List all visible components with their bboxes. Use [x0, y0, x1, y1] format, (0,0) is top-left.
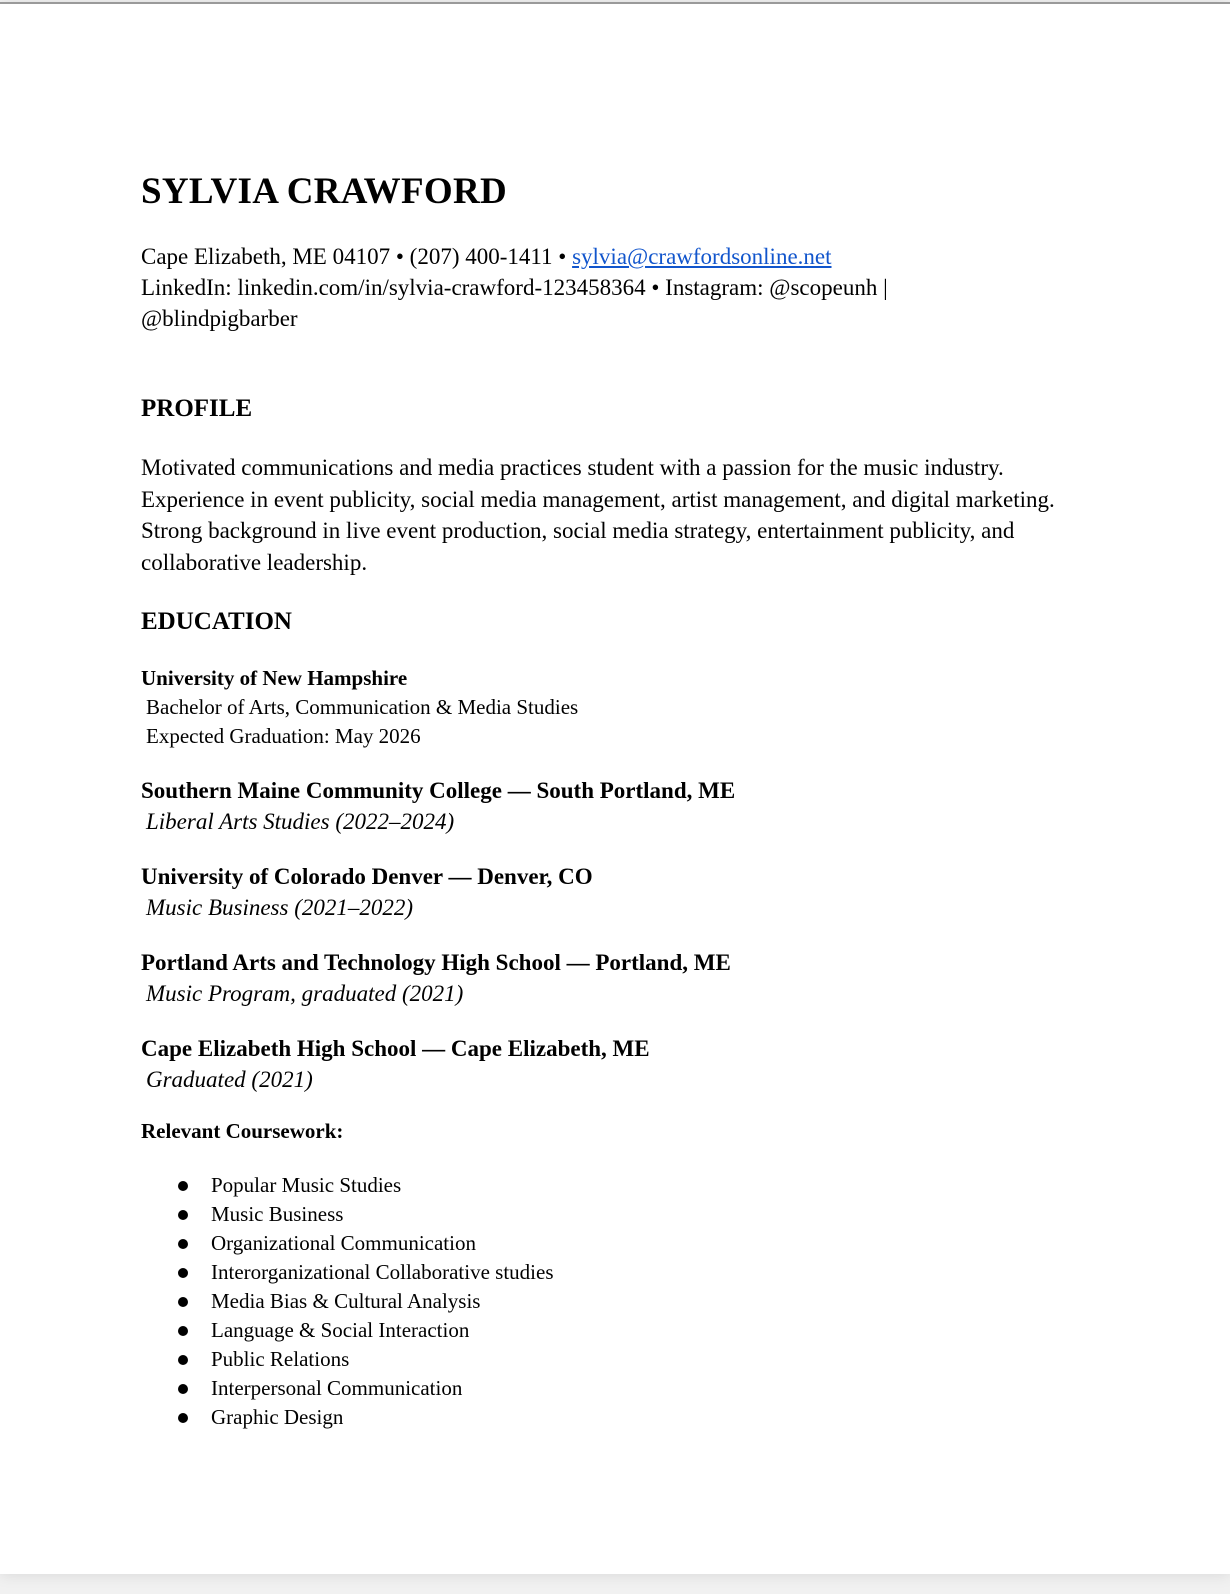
bullet-icon — [178, 1413, 188, 1423]
primary-graduation: Expected Graduation: May 2026 — [146, 724, 421, 748]
list-item — [141, 1403, 1081, 1432]
coursework-item: Music Business — [211, 1202, 344, 1226]
list-item — [141, 1374, 1081, 1403]
bullet-icon — [178, 1239, 188, 1249]
coursework-item: Language & Social Interaction — [211, 1318, 470, 1342]
resume-name: SYLVIA CRAWFORD — [141, 171, 508, 212]
primary-school-name: University of New Hampshire — [141, 666, 408, 690]
primary-degree: Bachelor of Arts, Communication & Media Studies — [146, 695, 579, 719]
list-item — [141, 1258, 1081, 1287]
coursework-item: Media Bias & Cultural Analysis — [211, 1289, 481, 1313]
education-entry-detail: Music Business (2021–2022) — [146, 895, 414, 920]
bullet-icon — [178, 1384, 188, 1394]
profile-heading: PROFILE — [141, 395, 253, 422]
bullet-icon — [178, 1355, 188, 1365]
coursework-item: Graphic Design — [211, 1405, 344, 1429]
coursework-label: Relevant Coursework: — [141, 1119, 344, 1143]
list-item — [141, 1287, 1081, 1316]
top-border — [0, 2, 1230, 4]
education-entry-title: Cape Elizabeth High School — Cape Elizabeth, ME — [141, 1036, 650, 1061]
education-entry — [141, 775, 1081, 837]
coursework-item: Organizational Communication — [211, 1231, 476, 1255]
education-entry-title: Southern Maine Community College — South Portland, ME — [141, 778, 736, 803]
coursework-item: Interorganizational Collaborative studies — [211, 1260, 554, 1284]
list-item — [141, 1229, 1081, 1258]
resume-content — [141, 170, 1081, 1432]
list-item — [141, 1316, 1081, 1345]
bullet-icon — [178, 1297, 188, 1307]
bullet-icon — [178, 1210, 188, 1220]
contact-location-phone: Cape Elizabeth, ME 04107 • (207) 400-1411 • — [141, 244, 573, 269]
list-item — [141, 1345, 1081, 1374]
list-item — [141, 1200, 1081, 1229]
list-item — [141, 1171, 1081, 1200]
email-link[interactable]: sylvia@crawfordsonline.net — [572, 244, 832, 269]
contact-block — [141, 241, 1081, 334]
education-entry-title: University of Colorado Denver — Denver, CO — [141, 864, 593, 889]
coursework-item: Interpersonal Communication — [211, 1376, 463, 1400]
education-primary — [141, 664, 1081, 751]
contact-line-3: @blindpigbarber — [141, 306, 298, 331]
education-entry-title: Portland Arts and Technology High School — Portland, ME — [141, 950, 731, 975]
document-page — [0, 2, 1230, 1574]
contact-line-2: LinkedIn: linkedin.com/in/sylvia-crawford-123458364 • Instagram: @scopeunh | — [141, 275, 888, 300]
education-entry — [141, 1033, 1081, 1095]
education-entry — [141, 861, 1081, 923]
profile-text: Motivated communications and media practices student with a passion for the music industry. Experience in event publicity, social media management, artist management, and digital marketing. Strong background in live event production, social media strategy, entertainment publicity, and collaborative leadership. — [141, 455, 1055, 575]
education-entry-detail: Graduated (2021) — [146, 1067, 313, 1092]
coursework-list — [141, 1171, 1081, 1432]
education-entry-detail: Liberal Arts Studies (2022–2024) — [146, 809, 455, 834]
bullet-icon — [178, 1181, 188, 1191]
education-heading: EDUCATION — [141, 608, 292, 635]
education-entry — [141, 947, 1081, 1009]
contact-line-1 — [141, 241, 1081, 272]
bullet-icon — [178, 1268, 188, 1278]
bullet-icon — [178, 1326, 188, 1336]
coursework-item: Popular Music Studies — [211, 1173, 402, 1197]
education-entry-detail: Music Program, graduated (2021) — [146, 981, 464, 1006]
coursework-item: Public Relations — [211, 1347, 350, 1371]
